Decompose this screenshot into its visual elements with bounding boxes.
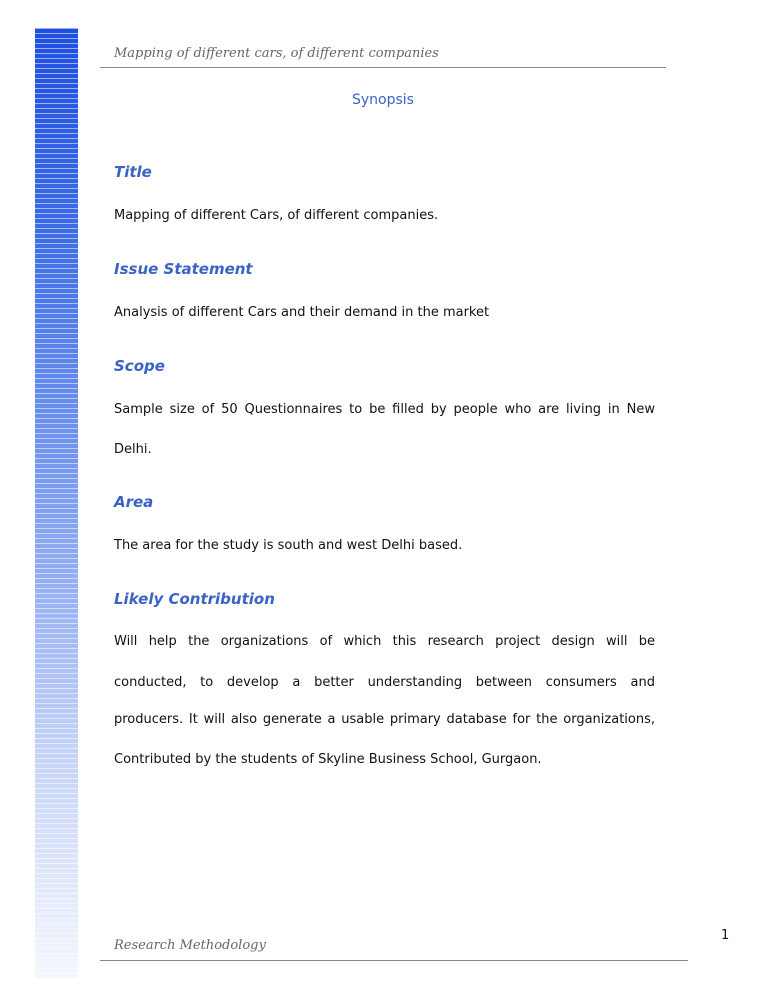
section-heading-title: Title [114, 163, 152, 181]
section-text-title: Mapping of different Cars, of different companies. [114, 208, 439, 223]
section-text-contribution-line-3: producers. It will also generate a usable primary database for the organizations, [114, 712, 655, 727]
page-footer: Research Methodology [114, 938, 266, 953]
section-heading-area: Area [114, 493, 154, 511]
section-heading-scope: Scope [114, 357, 165, 375]
section-text-issue-statement: Analysis of different Cars and their demand in the market [114, 305, 490, 320]
section-text-contribution-line-4: Contributed by the students of Skyline Business School, Gurgaon. [114, 752, 542, 767]
section-text-area: The area for the study is south and west Delhi based. [114, 538, 463, 553]
page-title: Synopsis [352, 92, 414, 108]
page-number: 1 [721, 928, 730, 943]
footer-divider [100, 960, 688, 961]
section-text-contribution-line-2: conducted, to develop a better understanding between consumers and [114, 675, 655, 690]
section-text-contribution-line-1: Will help the organizations of which this research project design will be [114, 634, 655, 649]
section-heading-issue-statement: Issue Statement [114, 260, 253, 278]
section-text-scope-line-1: Sample size of 50 Questionnaires to be filled by people who are living in New [114, 402, 655, 417]
header-divider [100, 67, 666, 68]
decorative-side-bar [35, 28, 78, 978]
section-text-scope-line-2: Delhi. [114, 442, 152, 457]
page-header: Mapping of different cars, of different companies [114, 46, 439, 61]
section-heading-likely-contribution: Likely Contribution [114, 590, 275, 608]
